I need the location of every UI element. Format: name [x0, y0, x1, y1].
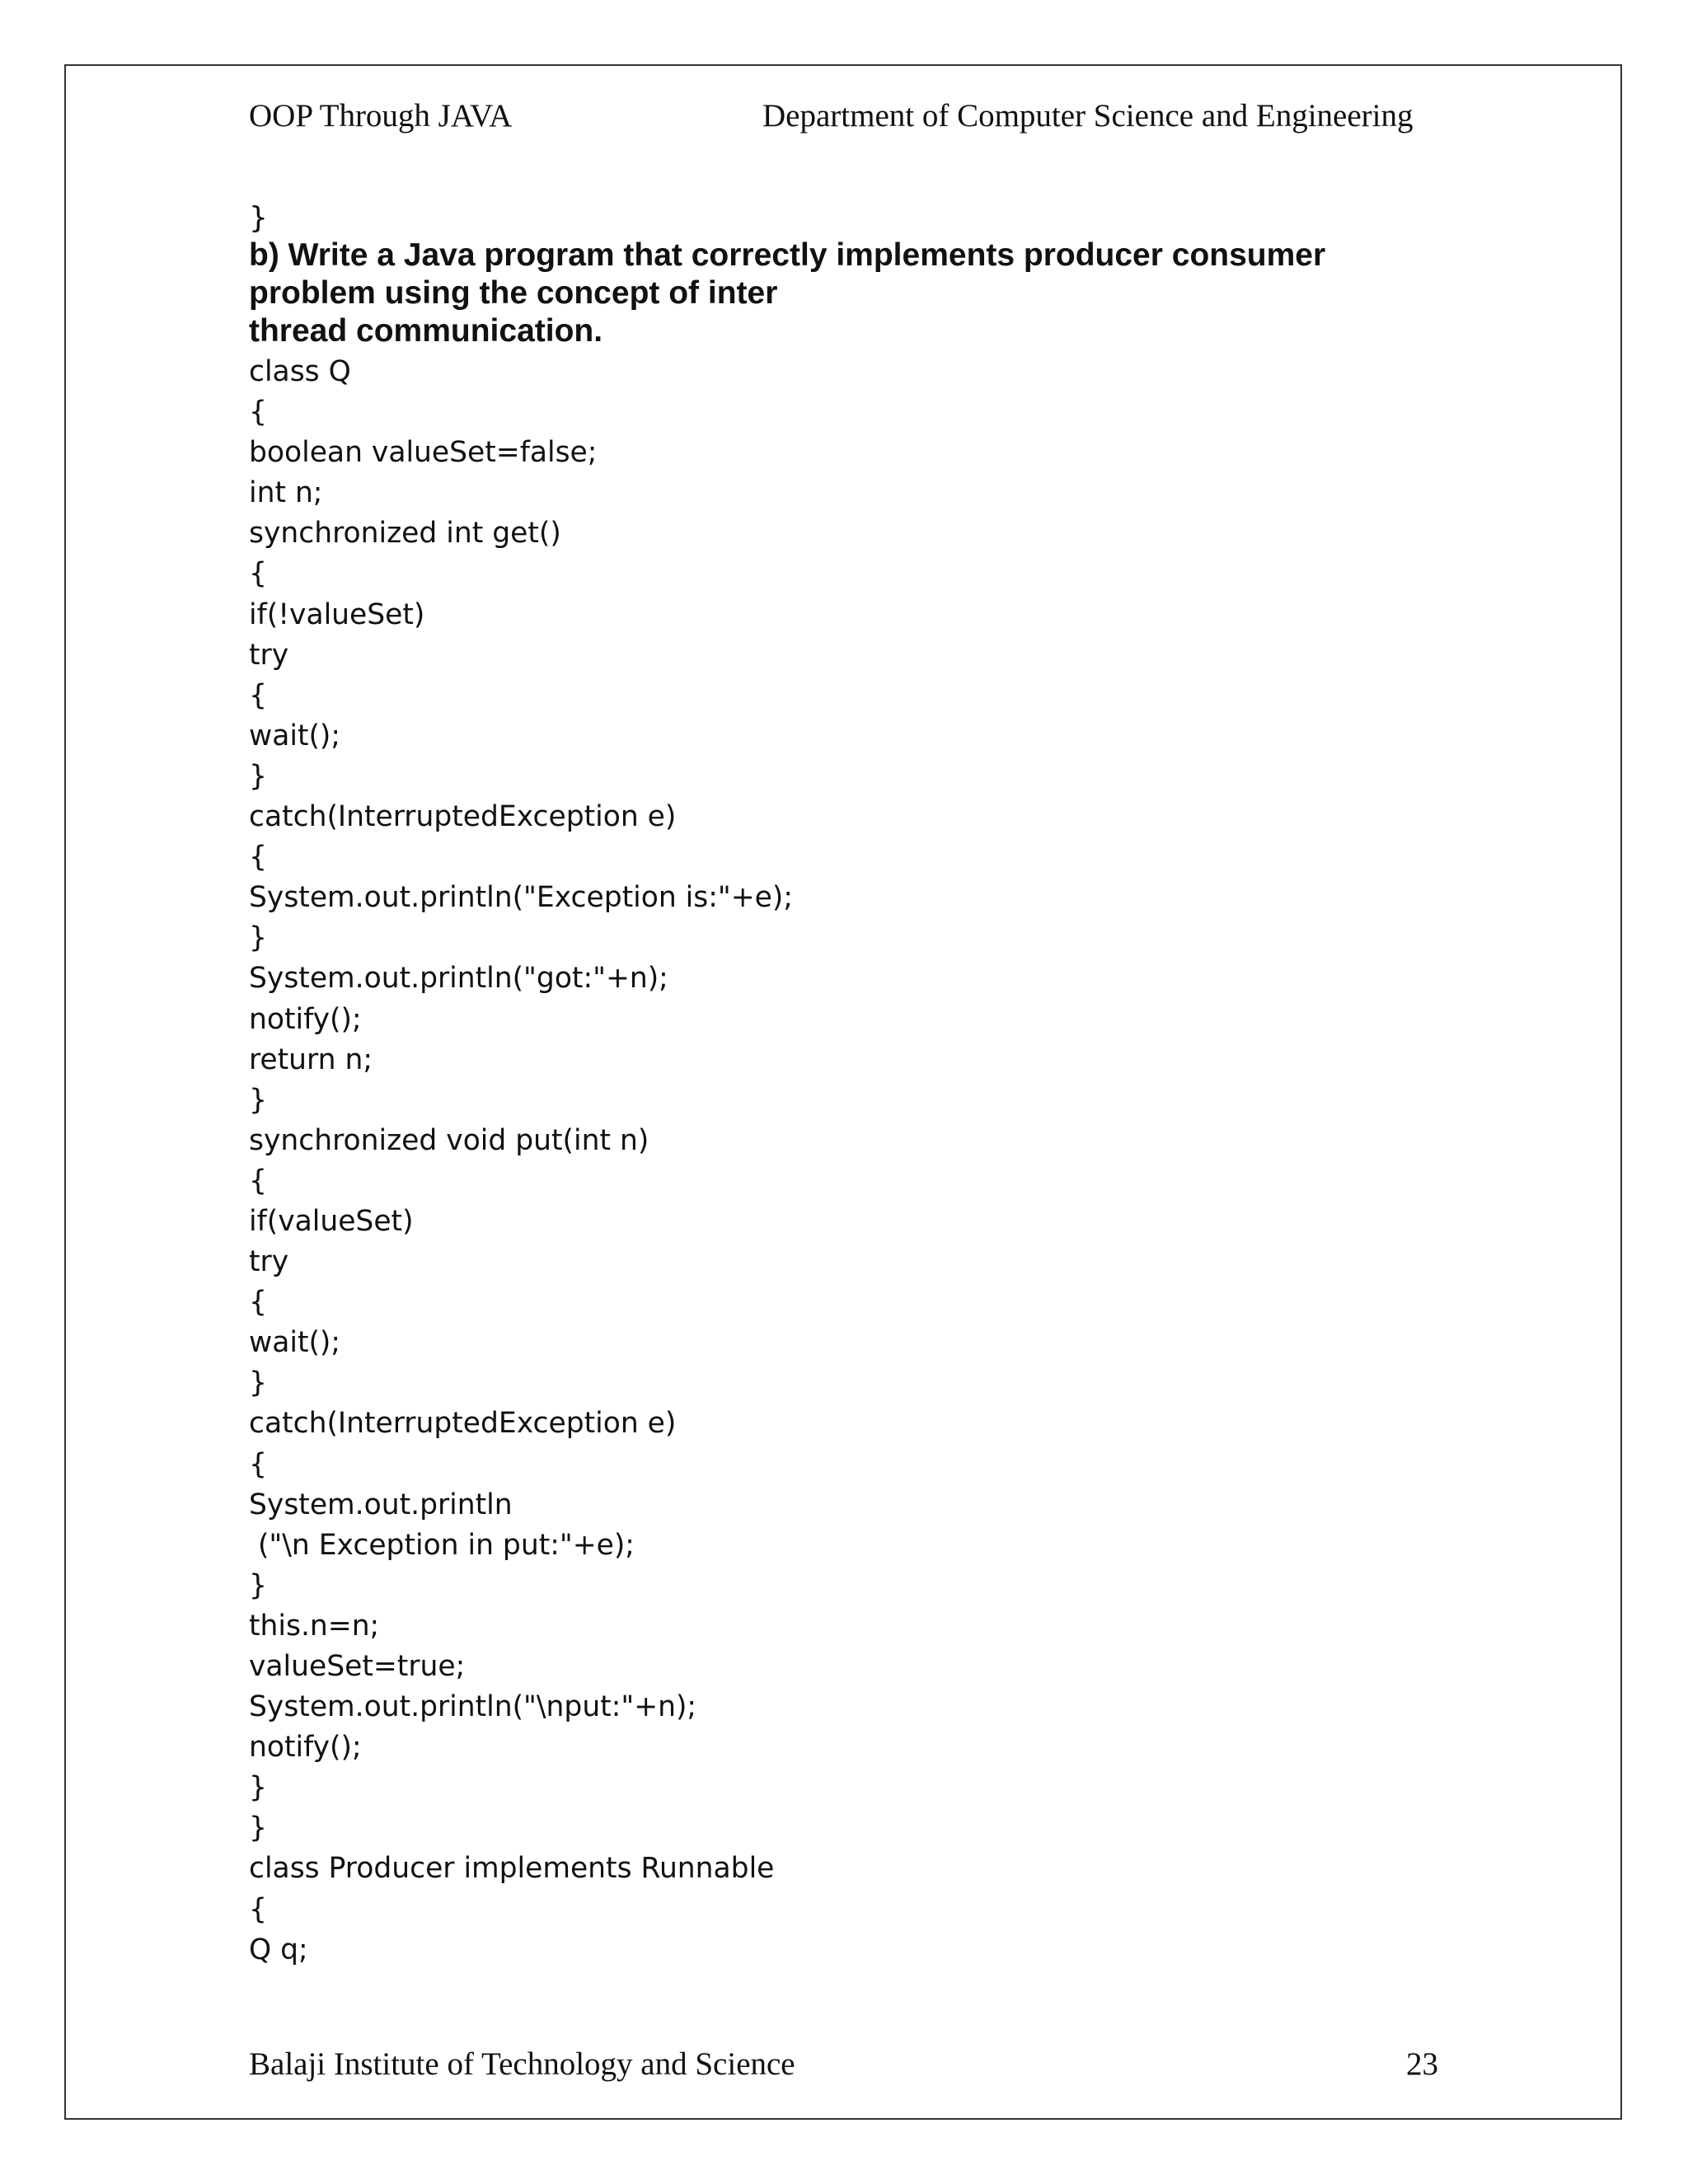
code-line: System.out.println("got:"+n);	[249, 962, 668, 996]
code-line: }	[249, 1811, 267, 1845]
code-line: Q q;	[249, 1933, 308, 1966]
code-line: try	[249, 638, 289, 672]
code-line: wait();	[249, 719, 341, 752]
code-line: this.n=n;	[249, 1609, 380, 1643]
footer-institute: Balaji Institute of Technology and Science	[249, 2046, 795, 2082]
code-line: }	[249, 921, 267, 955]
code-line: notify();	[249, 1002, 362, 1036]
code-line: }	[249, 1366, 267, 1400]
code-line: if(valueSet)	[249, 1204, 414, 1238]
code-line: {	[249, 841, 267, 874]
code-line: valueSet=true;	[249, 1650, 466, 1683]
code-line: System.out.println	[249, 1488, 513, 1521]
document-body	[249, 199, 1452, 1971]
code-line: if(!valueSet)	[249, 598, 425, 631]
code-line: catch(InterruptedException e)	[249, 800, 677, 834]
code-line: {	[249, 1164, 267, 1197]
question-heading	[249, 237, 1452, 350]
code-listing	[249, 352, 1452, 1971]
code-line: int n;	[249, 476, 323, 510]
code-line: }	[249, 1568, 267, 1602]
code-line: System.out.println("\nput:"+n);	[249, 1690, 697, 1724]
code-line: synchronized int get()	[249, 517, 561, 551]
question-line: thread communication.	[249, 313, 603, 349]
code-line: ("\n Exception in put:"+e);	[249, 1528, 635, 1562]
code-line: {	[249, 1892, 267, 1926]
leading-closing-brace: }	[249, 201, 268, 235]
code-line: {	[249, 678, 267, 712]
header-course-title: OOP Through JAVA	[249, 98, 513, 134]
code-line: {	[249, 1447, 267, 1481]
code-line: boolean valueSet=false;	[249, 436, 598, 470]
code-line: class Q	[249, 355, 351, 388]
code-line: }	[249, 1083, 267, 1117]
code-line: class Producer implements Runnable	[249, 1852, 775, 1886]
code-line: {	[249, 1286, 267, 1319]
page-number: 23	[1406, 2046, 1438, 2082]
code-line: wait();	[249, 1326, 341, 1360]
code-line: }	[249, 759, 267, 793]
code-line: return n;	[249, 1043, 373, 1076]
question-line: b) Write a Java program that correctly implements producer consumer	[249, 237, 1326, 273]
code-line: synchronized void put(int n)	[249, 1123, 649, 1157]
code-line: }	[249, 1771, 267, 1805]
code-line: try	[249, 1245, 289, 1279]
code-line: notify();	[249, 1731, 362, 1765]
code-line: {	[249, 396, 267, 429]
code-line: {	[249, 557, 267, 591]
question-line: problem using the concept of inter	[249, 275, 778, 311]
code-line: System.out.println("Exception is:"+e);	[249, 881, 793, 915]
header-department: Department of Computer Science and Engineering	[762, 98, 1414, 134]
code-line: catch(InterruptedException e)	[249, 1407, 677, 1441]
